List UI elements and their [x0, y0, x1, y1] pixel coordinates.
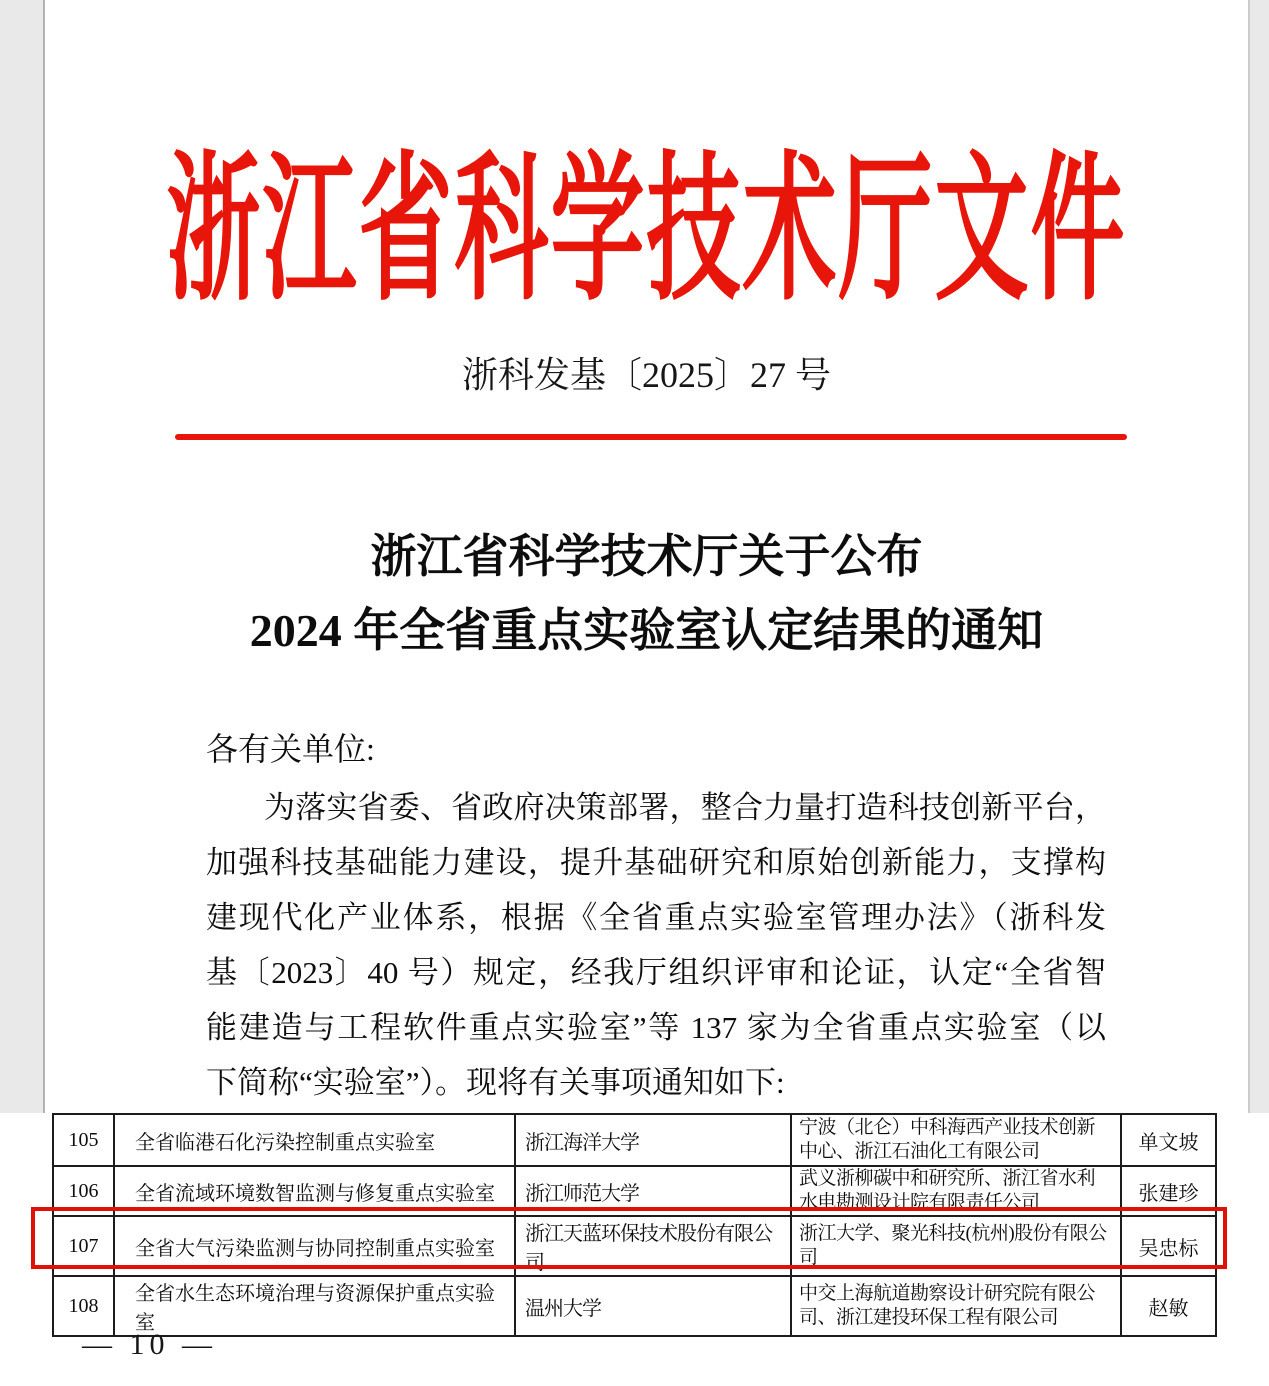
partners-line: 水电勘测设计院有限责任公司 — [799, 1192, 1040, 1213]
institution-cell: 浙江海洋大学 — [515, 1114, 791, 1166]
institution-cell: 浙江师范大学 — [515, 1166, 791, 1216]
table-row-105 — [53, 1114, 1216, 1166]
lab-name-cell: 全省大气污染监测与协同控制重点实验室 — [114, 1216, 515, 1276]
table-row-108 — [53, 1276, 1216, 1336]
director-cell: 单文坡 — [1121, 1114, 1216, 1166]
row-number-cell: 108 — [53, 1276, 114, 1336]
director-cell: 吴忠标 — [1121, 1216, 1216, 1276]
lab-name-cell: 全省临港石化污染控制重点实验室 — [114, 1114, 515, 1166]
red-separator-line — [175, 434, 1127, 440]
lab-name-cell: 全省水生态环境治理与资源保护重点实验室 — [114, 1276, 515, 1336]
table-row-106 — [53, 1166, 1216, 1216]
salutation: 各有关单位: — [206, 731, 375, 767]
row-number-cell: 107 — [53, 1216, 114, 1276]
director-cell: 张建珍 — [1121, 1166, 1216, 1216]
body-line: 建现代化产业体系，根据《全省重点实验室管理办法》（浙科发 — [206, 900, 1106, 935]
doc-number: 浙科发基〔2025〕27 号 — [461, 355, 831, 395]
partners-line: 中心、浙江石油化工有限公司 — [799, 1141, 1040, 1162]
results-table — [52, 1113, 1217, 1337]
body-line: 能建造与工程软件重点实验室”等 137 家为全省重点实验室（以 — [206, 1010, 1106, 1045]
partners-line: 武义浙柳碳中和研究所、浙江省水利 — [799, 1168, 1096, 1189]
partners-cell — [791, 1166, 1121, 1216]
page-margin-right — [1248, 0, 1269, 1113]
body-line: 下简称“实验室”）。现将有关事项通知如下: — [206, 1065, 785, 1100]
lab-name-cell: 全省流域环境数智监测与修复重点实验室 — [114, 1166, 515, 1216]
row-number-cell: 105 — [53, 1114, 114, 1166]
body-line: 加强科技基础能力建设，提升基础研究和原始创新能力，支撑构 — [206, 845, 1106, 880]
table-row-107-highlighted — [53, 1216, 1216, 1276]
subject-title-line-1: 浙江省科学技术厅关于公布 — [370, 531, 923, 582]
letterhead-title: 浙江省科学技术厅文件 — [166, 143, 1127, 321]
partners-cell — [791, 1114, 1121, 1166]
page-margin-left — [0, 0, 45, 1113]
partners-line: 司 — [799, 1247, 818, 1268]
partners-line: 浙江大学、聚光科技(杭州)股份有限公 — [799, 1223, 1107, 1244]
partners-cell — [791, 1216, 1121, 1276]
body-paragraph — [206, 780, 1106, 1110]
institution-cell: 温州大学 — [515, 1276, 791, 1336]
subject-title-line-2: 2024 年全省重点实验室认定结果的通知 — [249, 605, 1044, 656]
partners-cell — [791, 1276, 1121, 1336]
body-line: 基〔2023〕40 号）规定，经我厅组织评审和论证，认定“全省智 — [206, 955, 1106, 990]
row-number-cell: 106 — [53, 1166, 114, 1216]
partners-line: 中交上海航道勘察设计研究院有限公 — [799, 1283, 1096, 1304]
director-cell: 赵敏 — [1121, 1276, 1216, 1336]
partners-line: 司、浙江建投环保工程有限公司 — [799, 1307, 1059, 1328]
institution-cell: 浙江天蓝环保技术股份有限公司 — [515, 1216, 791, 1276]
page-number: — 10 — — [82, 1328, 217, 1361]
partners-line: 宁波（北仑）中科海西产业技术创新 — [799, 1117, 1096, 1138]
body-line: 为落实省委、省政府决策部署，整合力量打造科技创新平台， — [264, 790, 1106, 825]
